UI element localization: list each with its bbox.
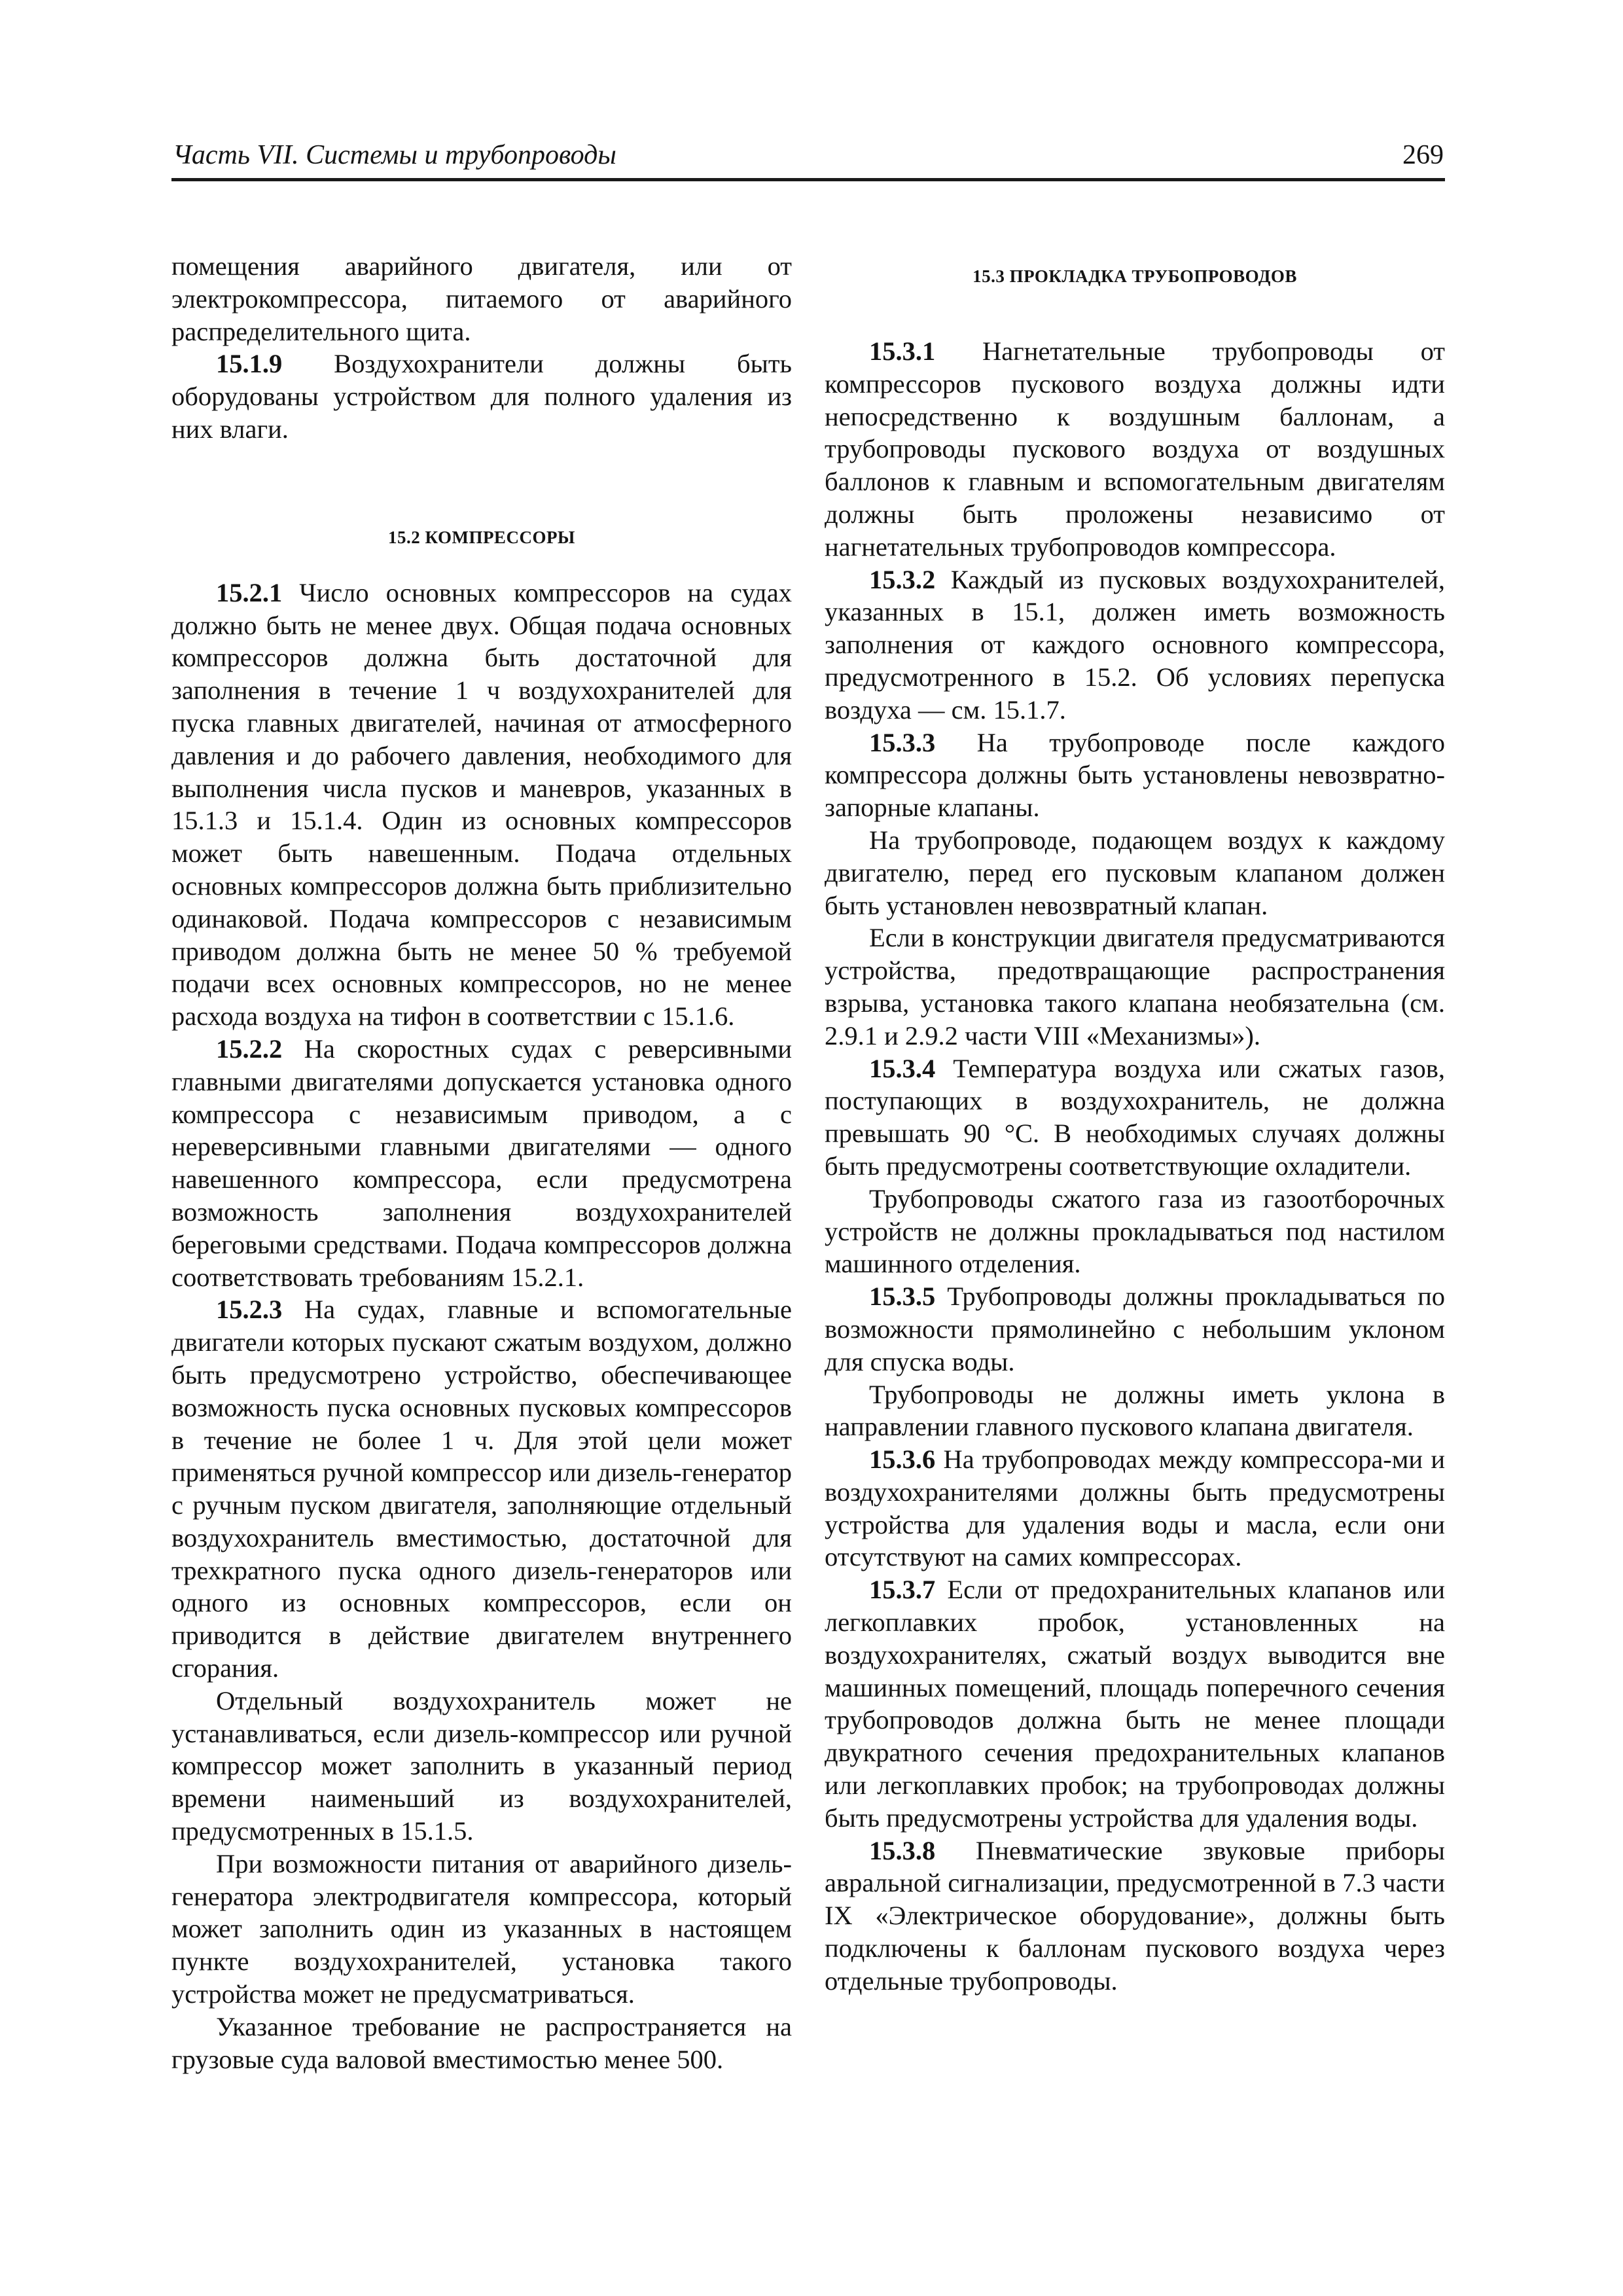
paragraph: Если в конструкции двигателя предусматриваются устройства, предотвращающие распространения взрыва, установка такого клапана необязательна (см. 2.9.1 и 2.9.2 части VIII «Механизмы»). — [825, 923, 1445, 1050]
right-column — [825, 250, 1445, 1998]
paragraph: Отдельный воздухохранитель может не устанавливаться, если дизель-компрессор или ручной компрессор может заполнить в указанный период времени наименьший из воздухохранителей, предусмотренных в 15.1.5. — [171, 1685, 792, 1846]
clause-text: Нагнетательные трубопроводы от компрессоров пускового воздуха должны идти непосредственно к воздушным баллонам, а трубопроводы пускового воздуха от воздушных баллонов к главным и вспомогательным двигателям должны быть проложены независимо от нагнетательных трубопроводов компрессора. — [825, 336, 1445, 562]
clause-text: Воздухохранители должны быть оборудованы устройством для полного удаления из них влаги. — [171, 349, 792, 444]
paragraph-15-3-4 — [825, 1052, 1445, 1183]
paragraph-15-2-2 — [171, 1033, 792, 1293]
paragraph-15-2-1 — [171, 577, 792, 1033]
paragraph: Трубопроводы не должны иметь уклона в направлении главного пускового клапана двигателя. — [825, 1379, 1445, 1442]
clause-number: 15.1.9 — [216, 349, 283, 379]
clause-number: 15.3.1 — [869, 336, 936, 366]
clause-number: 15.3.2 — [869, 564, 936, 594]
paragraph: Трубопроводы сжатого газа из газоотборочных устройств не должны прокладываться под настилом машинного отделения. — [825, 1183, 1445, 1279]
clause-number: 15.2.3 — [216, 1295, 283, 1325]
clause-number: 15.3.6 — [869, 1444, 936, 1475]
paragraph-15-3-5 — [825, 1280, 1445, 1378]
paragraph-15-3-6 — [825, 1443, 1445, 1573]
clause-number: 15.3.7 — [869, 1575, 936, 1605]
running-title: Часть VII. Системы и трубопроводы — [173, 140, 616, 170]
paragraph: При возможности питания от аварийного дизель-генератора электродвигателя компрессора, который может заполнить один из указанных в настоящем пункте воздухохранителей, установка такого устройства может не предусматриваться. — [171, 1848, 792, 2009]
clause-number: 15.3.4 — [869, 1053, 936, 1083]
clause-text: Температура воздуха или сжатых газов, поступающих в воздухохранитель, не должна превышать 90 °С. В необходимых случаях должны быть предусмотрены соответствующие охладители. — [825, 1053, 1445, 1181]
clause-number: 15.3.3 — [869, 727, 936, 757]
paragraph-15-2-3 — [171, 1293, 792, 1685]
page-number: 269 — [1402, 140, 1444, 170]
clause-number: 15.3.8 — [869, 1835, 936, 1865]
clause-text: Если от предохранительных клапанов или легкоплавких пробок, установленных на воздухохранителях, сжатый воздух выводится вне машинных помещений, площадь поперечного сечения трубопроводов должна быть не менее площади двукратного сечения предохранительных клапанов или легкоплавких пробок; на трубопроводах должны быть предусмотрены устройства для удаления воды. — [825, 1575, 1445, 1833]
clause-text: На трубопроводе после каждого компрессора должны быть установлены невозвратно-запорные клапаны. — [825, 727, 1445, 823]
paragraph-15-3-7 — [825, 1573, 1445, 1834]
paragraph: На трубопроводе, подающем воздух к каждому двигателю, перед его пусковым клапаном должен быть установлен невозвратный клапан. — [825, 825, 1445, 920]
paragraph-15-3-2 — [825, 564, 1445, 726]
running-header — [171, 137, 1445, 181]
clause-text: Каждый из пусковых воздухохранителей, указанных в 15.1, должен иметь возможность заполнения от каждого основного компрессора, предусмотренного в 15.2. Об условиях перепуска воздуха — см. 15.1.7. — [825, 564, 1445, 725]
paragraph: Указанное требование не распространяется на грузовые суда валовой вместимостью менее 500. — [171, 2011, 792, 2074]
paragraph-15-1-9 — [171, 348, 792, 445]
clause-text: Трубопроводы должны прокладываться по возможности прямолинейно с небольшим уклоном для спуска воды. — [825, 1282, 1445, 1376]
paragraph-15-3-8 — [825, 1835, 1445, 1998]
clause-text: Пневматические звуковые приборы авральной сигнализации, предусмотренной в 7.3 части IX «Электрическое оборудование», должны быть подключены к баллонам пускового воздуха через отдельные трубопроводы. — [825, 1835, 1445, 1996]
paragraph-15-3-3 — [825, 726, 1445, 824]
paragraph: помещения аварийного двигателя, или от электрокомпрессора, питаемого от аварийного распределительного щита. — [171, 251, 792, 346]
clause-number: 15.2.1 — [216, 577, 283, 607]
clause-number: 15.2.2 — [216, 1033, 283, 1064]
clause-text: Число основных компрессоров на судах должно быть не менее двух. Общая подача основных компрессоров должна быть достаточной для заполнения в течение 1 ч воздухохранителей для пуска главных двигателей, начиная от атмосферного давления и до рабочего давления, необходимого для выполнения числа пусков и маневров, указанных в 15.1.3 и 15.1.4. Один из основных компрессоров может быть навешенным. Подача отдельных основных компрессоров должна быть приблизительно одинаковой. Подача компрессоров с независимым приводом должна быть не менее 50 % требуемой подачи всех основных компрессоров, но не менее расхода воздуха на тифон в соответствии с 15.1.6. — [171, 577, 792, 1031]
section-heading-15-3: 15.3 ПРОКЛАДКА ТРУБОПРОВОДОВ — [972, 266, 1297, 286]
section-heading-15-2: 15.2 КОМПРЕССОРЫ — [388, 527, 575, 547]
left-column — [171, 250, 792, 2075]
clause-number: 15.3.5 — [869, 1282, 936, 1312]
clause-text: На судах, главные и вспомогательные двигатели которых пускают сжатым воздухом, должно быть предусмотрено устройство, обеспечивающее возможность пуска основных пусковых компрессоров в течение не более 1 ч. Для этой цели может применяться ручной компрессор или дизель-генератор с ручным пуском двигателя, заполняющие отдельный воздухохранитель вместимостью, достаточной для трехкратного пуска одного дизель-генераторов или одного из основных компрессоров, если он приводится в действие двигателем внутреннего сгорания. — [171, 1295, 792, 1683]
paragraph-15-3-1 — [825, 335, 1445, 564]
clause-text: На скоростных судах с реверсивными главными двигателями допускается установка одного компрессора с независимым приводом, а с нереверсивными главными двигателями — одного навешенного компрессора, если предусмотрена возможность заполнения воздухохранителей береговыми средствами. Подача компрессоров должна соответствовать требованиям 15.2.1. — [171, 1033, 792, 1292]
clause-text: На трубопроводах между компрессора-ми и воздухохранителями должны быть предусмотрены устройства для удаления воды и масла, если они отсутствуют на самих компрессорах. — [825, 1444, 1445, 1572]
